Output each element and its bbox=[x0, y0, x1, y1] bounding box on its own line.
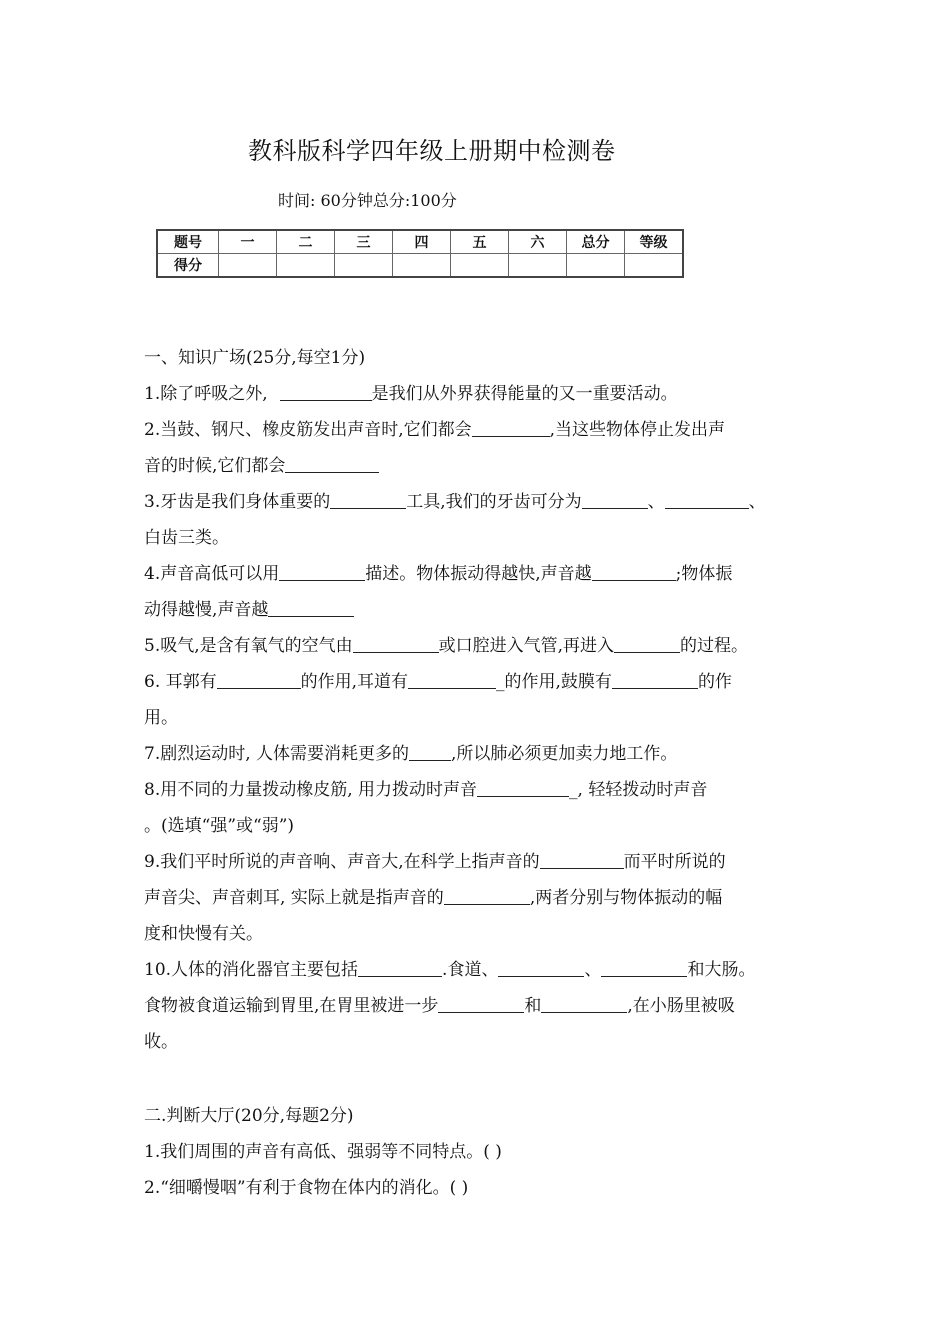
question-text: ,在小肠里被吸 bbox=[627, 996, 735, 1016]
answer-blank[interactable] bbox=[498, 975, 584, 977]
answer-blank[interactable] bbox=[358, 975, 442, 977]
question-text: 声音尖、声音刺耳, 实际上就是指声音的 bbox=[144, 888, 444, 908]
question-1-9-line-2 bbox=[144, 880, 824, 916]
question-text: 是我们从外界获得能量的又一重要活动。 bbox=[371, 384, 678, 404]
question-1-6-line-2: 用。 bbox=[144, 708, 178, 728]
score-cell[interactable] bbox=[335, 254, 393, 278]
question-text: 6. 耳郭有 bbox=[144, 672, 217, 692]
question-text: _, 轻轻拨动时声音 bbox=[569, 780, 708, 800]
question-2-1: 1.我们周围的声音有高低、强弱等不同特点。( ) bbox=[144, 1142, 502, 1162]
question-1-2-line-2 bbox=[144, 448, 824, 484]
score-cell[interactable] bbox=[277, 254, 335, 278]
score-cell[interactable] bbox=[393, 254, 451, 278]
question-1-10-line-1 bbox=[144, 952, 824, 988]
question-text: 和大肠。 bbox=[687, 960, 756, 980]
column-header: 五 bbox=[451, 230, 509, 254]
question-text: 的作用,耳道有 bbox=[300, 672, 409, 692]
question-1-8-line-2: 。(选填“强”或“弱”) bbox=[144, 816, 295, 836]
answer-blank[interactable] bbox=[614, 651, 680, 653]
column-header: 总分 bbox=[567, 230, 625, 254]
question-text: ,所以肺必须更加卖力地工作。 bbox=[451, 744, 678, 764]
answer-blank[interactable] bbox=[665, 507, 749, 509]
question-text: 或口腔进入气管,再进入 bbox=[438, 636, 615, 656]
column-header: 一 bbox=[219, 230, 277, 254]
answer-blank[interactable] bbox=[330, 507, 406, 509]
question-1-1 bbox=[144, 376, 824, 412]
answer-blank[interactable] bbox=[472, 435, 550, 437]
question-1-10-line-3: 收。 bbox=[144, 1032, 178, 1052]
answer-blank[interactable] bbox=[217, 687, 301, 689]
answer-blank[interactable] bbox=[408, 687, 496, 689]
question-text: 食物被食道运输到胃里,在胃里被进一步 bbox=[144, 996, 439, 1016]
column-header: 四 bbox=[393, 230, 451, 254]
score-table-header-row bbox=[157, 230, 683, 254]
answer-blank[interactable] bbox=[541, 1011, 627, 1013]
answer-blank[interactable] bbox=[280, 399, 372, 401]
question-text: 、 bbox=[748, 492, 766, 512]
column-header: 二 bbox=[277, 230, 335, 254]
question-text: ,两者分别与物体振动的幅 bbox=[529, 888, 723, 908]
answer-blank[interactable] bbox=[582, 507, 648, 509]
answer-blank[interactable] bbox=[612, 687, 698, 689]
score-cell[interactable] bbox=[219, 254, 277, 278]
question-text: ;物体振 bbox=[675, 564, 733, 584]
question-1-4-line-1 bbox=[144, 556, 824, 592]
question-2-2: 2.“细嚼慢咽”有利于食物在体内的消化。( ) bbox=[144, 1178, 469, 1198]
question-1-3-line-2: 白齿三类。 bbox=[144, 528, 229, 548]
score-cell[interactable] bbox=[509, 254, 567, 278]
question-text: 动得越慢,声音越 bbox=[144, 600, 269, 620]
question-text: _的作用,鼓膜有 bbox=[496, 672, 612, 692]
question-1-5 bbox=[144, 628, 824, 664]
question-1-6-line-1 bbox=[144, 664, 824, 700]
question-text: 7.剧烈运动时, 人体需要消耗更多的 bbox=[144, 744, 410, 764]
question-text: 音的时候,它们都会 bbox=[144, 456, 286, 476]
question-1-8-line-1 bbox=[144, 772, 824, 808]
question-text: 3.牙齿是我们身体重要的 bbox=[144, 492, 331, 512]
score-cell[interactable] bbox=[451, 254, 509, 278]
answer-blank[interactable] bbox=[409, 759, 451, 761]
score-table-score-row bbox=[157, 254, 683, 278]
answer-blank[interactable] bbox=[268, 615, 354, 617]
column-header: 三 bbox=[335, 230, 393, 254]
question-text: 的作 bbox=[697, 672, 732, 692]
question-1-9-line-1 bbox=[144, 844, 824, 880]
question-text: 1.除了呼吸之外, bbox=[144, 384, 268, 404]
question-text: 而平时所说的 bbox=[623, 852, 726, 872]
question-text: 5.吸气,是含有氧气的空气由 bbox=[144, 636, 353, 656]
answer-blank[interactable] bbox=[285, 471, 379, 473]
question-text: 9.我们平时所说的声音响、声音大,在科学上指声音的 bbox=[144, 852, 540, 872]
answer-blank[interactable] bbox=[444, 903, 530, 905]
question-text: 工具,我们的牙齿可分为 bbox=[406, 492, 582, 512]
question-text: ,当这些物体停止发出声 bbox=[549, 420, 726, 440]
question-1-2-line-1 bbox=[144, 412, 824, 448]
section-1-heading: 一、知识广场(25分,每空1分) bbox=[144, 348, 366, 368]
answer-blank[interactable] bbox=[279, 579, 365, 581]
answer-blank[interactable] bbox=[438, 1011, 524, 1013]
question-text: 和 bbox=[524, 996, 542, 1016]
column-header: 等级 bbox=[625, 230, 684, 254]
exam-time-and-score: 时间: 60分钟总分:100分 bbox=[278, 191, 457, 210]
score-table bbox=[156, 229, 684, 278]
question-text: .食道、 bbox=[442, 960, 499, 980]
question-1-3-line-1 bbox=[144, 484, 824, 520]
exam-title: 教科版科学四年级上册期中检测卷 bbox=[248, 137, 616, 165]
exam-content bbox=[144, 340, 824, 1206]
answer-blank[interactable] bbox=[353, 651, 439, 653]
answer-blank[interactable] bbox=[601, 975, 687, 977]
question-1-9-line-3: 度和快慢有关。 bbox=[144, 924, 263, 944]
question-text: 、 bbox=[584, 960, 602, 980]
section-2-heading: 二.判断大厅(20分,每题2分) bbox=[144, 1106, 354, 1126]
row-label-score: 得分 bbox=[157, 254, 219, 278]
row-label-question-number: 题号 bbox=[157, 230, 219, 254]
question-text: 10.人体的消化器官主要包括 bbox=[144, 960, 359, 980]
answer-blank[interactable] bbox=[592, 579, 676, 581]
question-text: 4.声音高低可以用 bbox=[144, 564, 280, 584]
question-text: 的过程。 bbox=[680, 636, 749, 656]
question-1-10-line-2 bbox=[144, 988, 824, 1024]
answer-blank[interactable] bbox=[477, 795, 569, 797]
question-text: 8.用不同的力量拨动橡皮筋, 用力拨动时声音 bbox=[144, 780, 478, 800]
score-cell[interactable] bbox=[567, 254, 625, 278]
question-text: 、 bbox=[647, 492, 665, 512]
question-1-7 bbox=[144, 736, 824, 772]
question-text: 2.当鼓、钢尺、橡皮筋发出声音时,它们都会 bbox=[144, 420, 472, 440]
answer-blank[interactable] bbox=[540, 867, 624, 869]
question-text: 描述。物体振动得越快,声音越 bbox=[365, 564, 592, 584]
column-header: 六 bbox=[509, 230, 567, 254]
question-1-4-line-2 bbox=[144, 592, 824, 628]
score-cell[interactable] bbox=[625, 254, 684, 278]
